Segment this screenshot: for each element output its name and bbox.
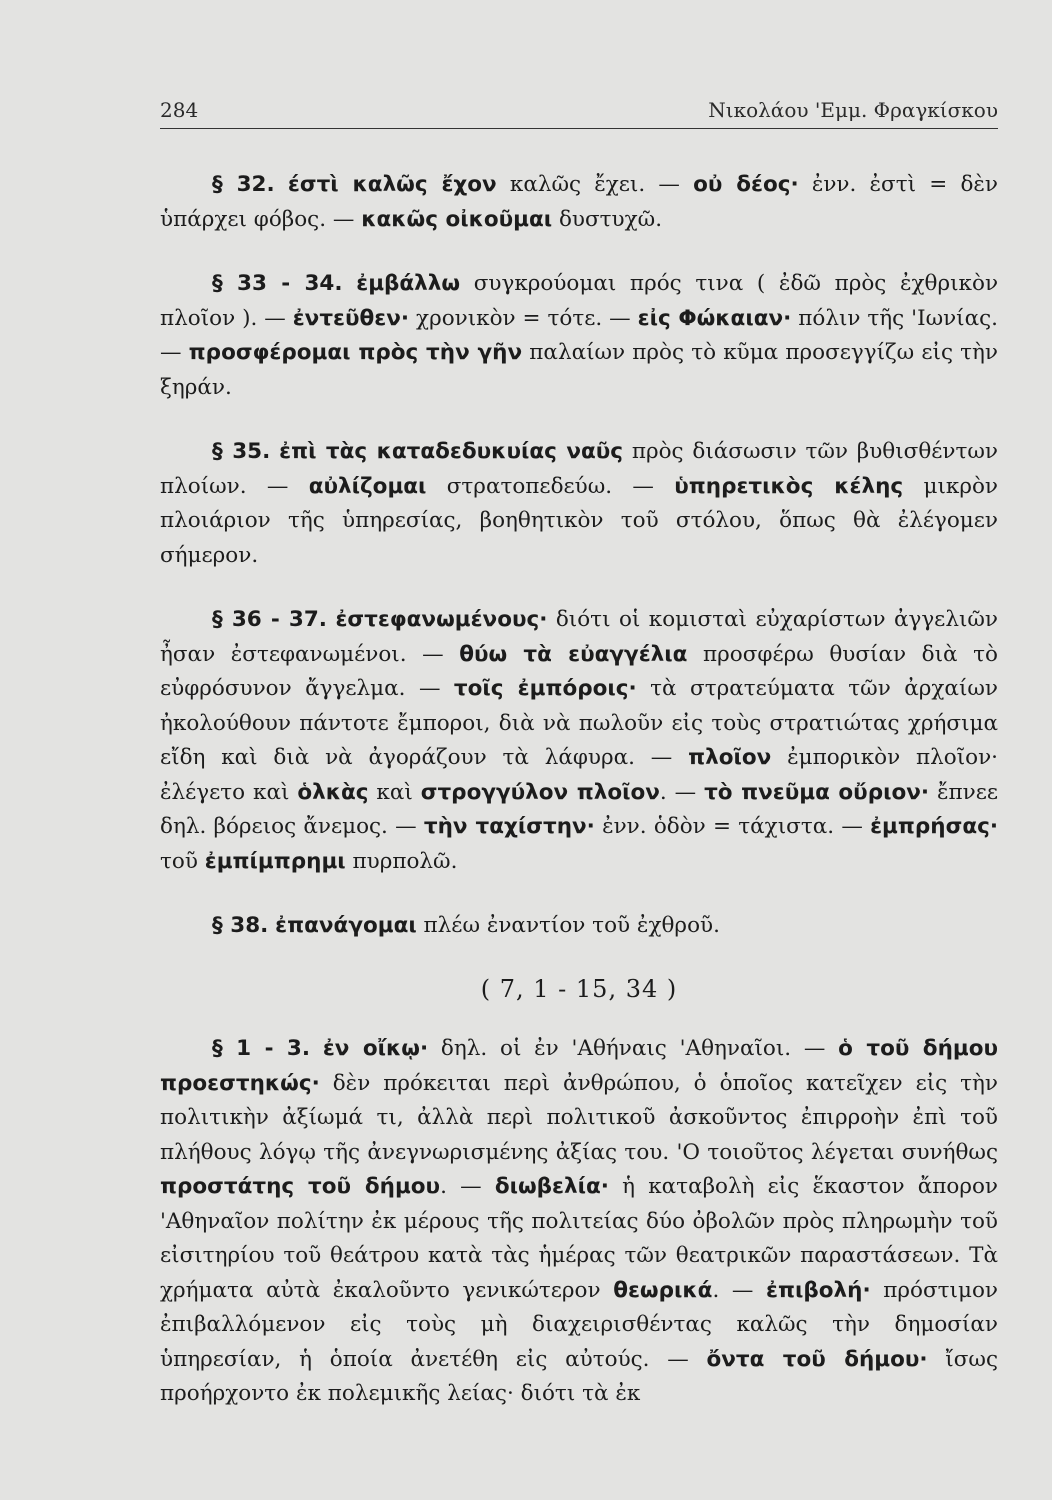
gloss: . — <box>712 1277 767 1303</box>
gloss: καὶ <box>368 779 421 805</box>
lemma: θύω τὰ εὐαγγέλια <box>459 641 688 667</box>
gloss: ἡ καταβολὴ εἰς ἕκαστον ἄπορον 'Αθηναῖον πολίτην ἐκ μέρους τῆς πολιτείας δύο ὀβολῶν πρὸς πληρωμὴν τοῦ εἰσιτηρίου τοῦ θεάτρου κατὰ τὰς ἡμέρας τῶν θεατρικῶν παραστάσεων. Τὰ χρήματα αὐτὰ ἐκαλοῦντο γενικώτερον <box>160 1174 998 1303</box>
lemma: προστάτης τοῦ δήμου <box>160 1174 441 1199</box>
gloss: πρὸς διάσωσιν τῶν βυθισθέντων πλοίων. — <box>160 439 998 499</box>
paragraph-section-33-34 <box>160 267 998 405</box>
gloss: στρατοπεδεύω. — <box>426 473 675 499</box>
lemma: εἰς Φώκαιαν· <box>637 305 792 331</box>
section-mark: § 32. <box>212 172 275 197</box>
lemma: τὴν ταχίστην· <box>423 814 595 839</box>
gloss: πλέω ἐναντίον τοῦ ἐχθροῦ. <box>416 913 720 938</box>
gloss: διότι οἱ κομισταὶ εὐχαρίστων ἀγγελιῶν ἦσαν ἐστεφανωμένοι. — <box>160 607 998 667</box>
lemma: ἐμβάλλω <box>356 271 461 296</box>
gloss: ἔπνεε δηλ. βόρειος ἄνεμος. — <box>160 779 998 839</box>
paragraph-section-1-3 <box>160 1032 998 1412</box>
lemma: στρογγύλον πλοῖον <box>420 779 660 805</box>
lemma: ὄντα τοῦ δήμου· <box>706 1346 928 1372</box>
running-title: Νικολάου 'Εμμ. Φραγκίσκου <box>708 98 998 122</box>
lemma: οὐ δέος· <box>693 172 799 197</box>
lemma: κακῶς οἰκοῦμαι <box>361 206 553 232</box>
gloss: . — <box>659 779 705 805</box>
gloss: ἐνν. ὁδὸν = τάχιστα. — <box>594 814 871 839</box>
lemma: ἐστεφανωμένους· <box>335 607 548 632</box>
section-mark: § 33 - 34. <box>212 271 343 296</box>
lemma: τοῖς ἐμπόροις· <box>453 676 637 701</box>
lemma: ἐντεῦθεν· <box>292 305 410 331</box>
lemma: θεωρικά <box>613 1277 713 1303</box>
gloss: παλαίων πρὸς τὸ κῦμα προσεγγίζω εἰς τὴν ξηράν. <box>160 340 998 400</box>
lemma: διωβελία· <box>494 1174 609 1199</box>
lemma: ἐμπρήσας· <box>870 814 998 839</box>
paragraph-section-38 <box>160 909 998 944</box>
lemma: πλοῖον <box>688 745 772 770</box>
lemma: ὁ τοῦ δήμου προεστηκώς· <box>160 1036 998 1096</box>
gloss: πόλιν τῆς 'Ιωνίας. — <box>160 305 998 365</box>
gloss: ἴσως προήρχοντο ἐκ πολεμικῆς λείας· διότι τὰ ἐκ <box>160 1346 998 1406</box>
paragraph-section-32 <box>160 168 998 237</box>
gloss: χρονικὸν = τότε. — <box>409 305 638 331</box>
gloss: μικρὸν πλοιάριον τῆς ὑπηρεσίας, βοηθητικὸν τοῦ στόλου, ὅπως θὰ ἐλέγομεν σήμερον. <box>160 473 998 568</box>
gloss: δὲν πρόκειται περὶ ἀνθρώπου, ὁ ὁποῖος κατεῖχεν εἰς τὴν πολιτικὴν ἀξίωμά τι, ἀλλὰ περὶ πολιτικοῦ ἀσκοῦντος ἐπιρροὴν ἐπὶ τοῦ πλήθους λόγῳ τῆς ἀνεγνωρισμένης ἀξίας του. 'Ο τοιοῦτος λέγεται συνήθως <box>160 1070 998 1165</box>
lemma: ὑπηρετικὸς κέλης <box>674 473 904 499</box>
chapter-reference: ( 7, 1 - 15, 34 ) <box>480 974 678 1003</box>
gloss: καλῶς ἔχει. — <box>496 172 694 197</box>
section-mark: § 1 - 3. <box>212 1036 311 1061</box>
gloss: πυρπολῶ. <box>345 848 458 874</box>
section-mark: § 38. <box>212 913 269 938</box>
lemma: έστὶ καλῶς ἔχον <box>287 172 497 197</box>
header-rule <box>160 128 998 129</box>
lemma: αὐλίζομαι <box>308 473 427 499</box>
gloss: δυστυχῶ. <box>552 206 663 232</box>
lemma: ἐπανάγομαι <box>275 913 417 938</box>
gloss: ἐμπορικὸν πλοῖον· ἐλέγετο καὶ <box>160 745 998 805</box>
gloss: ἐνν. ἐστὶ = δὲν ὑπάρχει φόβος. — <box>160 172 999 232</box>
section-mark: § 36 - 37. <box>212 607 327 632</box>
gloss: συγκρούομαι πρός τινα ( ἐδῶ πρὸς ἐχθρικὸν πλοῖον ). — <box>160 271 999 331</box>
lemma: προσφέρομαι πρὸς τὴν γῆν <box>188 340 523 365</box>
gloss: προσφέρω θυσίαν διὰ τὸ εὐφρόσυνον ἄγγελμα. — <box>160 641 998 701</box>
lemma: ἐν οἴκῳ· <box>322 1036 429 1061</box>
section-mark: § 35. <box>212 439 271 464</box>
gloss: πρόστιμον ἐπιβαλλόμενον εἰς τοὺς μὴ διαχειρισθέντας καλῶς τὴν δημοσίαν ὑπηρεσίαν, ἡ ὁποία ἀνετέθη εἰς αὐτούς. — <box>160 1277 998 1372</box>
page-header <box>160 94 998 124</box>
lemma: ἐμπίμπρημι <box>204 848 346 874</box>
lemma: ἐπὶ τὰς καταδεδυκυίας ναῦς <box>279 439 624 464</box>
commentary-text <box>160 168 998 1412</box>
paragraph-section-35 <box>160 435 998 573</box>
lemma: τὸ πνεῦμα οὔριον· <box>704 779 930 805</box>
gloss: τὰ στρατεύματα τῶν ἀρχαίων ἠκολούθουν πάντοτε ἔμποροι, διὰ νὰ πωλοῦν εἰς τοὺς στρατιώτας χρήσιμα εἴδη καὶ διὰ νὰ ἀγοράζουν τὰ λάφυρα. — <box>160 676 998 770</box>
gloss: . — <box>440 1174 495 1199</box>
paragraph-section-36-37 <box>160 603 998 879</box>
gloss: δηλ. οἱ ἐν 'Αθήναις 'Αθηναῖοι. — <box>428 1036 839 1061</box>
lemma: ἐπιβολή· <box>766 1277 871 1303</box>
page-number: 284 <box>160 98 199 122</box>
lemma: ὁλκὰς <box>297 779 369 805</box>
gloss: τοῦ <box>160 848 205 874</box>
